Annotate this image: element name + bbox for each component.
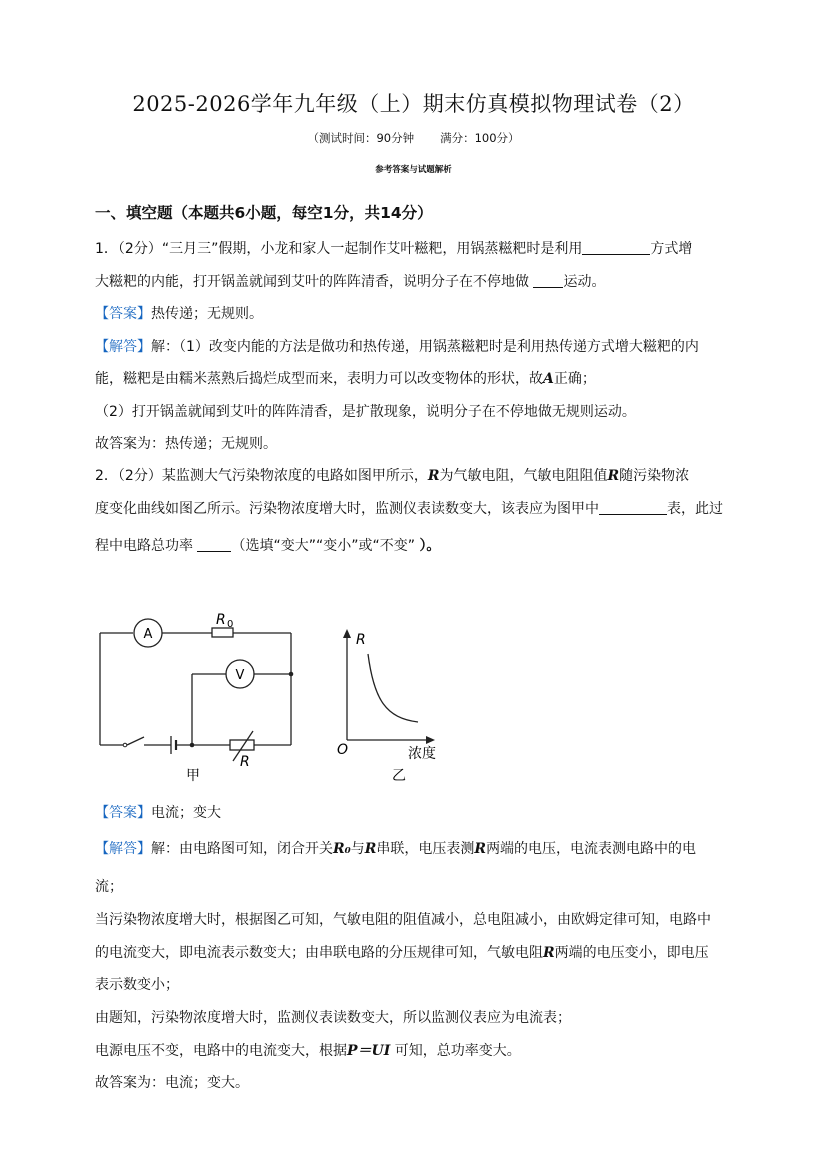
resistance-curve (368, 654, 418, 722)
blank (533, 273, 563, 288)
exam-info (0, 130, 827, 146)
r0-subscript: 0 (227, 619, 234, 630)
ammeter-label: A (143, 627, 153, 642)
q2-analysis-6: 由题知，污染物浓度增大时，监测仪表读数变大，所以监测仪表应为电流表； (95, 1010, 571, 1026)
answer-subtitle: 参考答案与试题解析 (375, 165, 452, 175)
r0-label: R (216, 612, 226, 628)
q2-analysis-7: 电源电压不变，电路中的电流变大，根据P＝UI 可知，总功率变大。 (95, 1043, 521, 1059)
q1-final: 故答案为：热传递；无规则。 (95, 436, 277, 452)
q1-answer: 【答案】热传递；无规则。 (95, 306, 263, 322)
q1-analysis-1: 【解答】解：（1）改变内能的方法是做功和热传递，用锅蒸糍粑时是利用热传递方式增大糍粑的内 (95, 339, 699, 355)
blank (599, 500, 667, 515)
exam-time: （测试时间：90分钟 (307, 131, 415, 145)
exam-score: 满分：100分） (440, 131, 520, 145)
analysis-tag: 【解答】 (95, 841, 151, 857)
q2-analysis-4: 的电流变大，即电流表示数变大；由串联电路的分压规律可知，气敏电阻R两端的电压变小，即电压 (95, 945, 709, 961)
q2-answer: 【答案】电流；变大 (95, 805, 221, 821)
caption-yi: 乙 (392, 768, 406, 784)
q2-analysis-3: 当污染物浓度增大时，根据图乙可知，气敏电阻的阻值减小，总电阻减小，由欧姆定律可知，电路中 (95, 912, 711, 928)
graph-x-label: 浓度 (408, 746, 436, 762)
graph-y-label: R (356, 632, 366, 648)
q2-analysis-5: 表示数变小； (95, 977, 179, 993)
answer-tag: 【答案】 (95, 805, 151, 821)
answer-tag: 【答案】 (95, 306, 151, 322)
q2-analysis-1: 【解答】解：由电路图可知，闭合开关R₀与R串联，电压表测R两端的电压，电流表测电路中的电 (95, 841, 697, 857)
caption-jia: 甲 (186, 768, 200, 784)
analysis-tag: 【解答】 (95, 339, 151, 355)
blank (197, 537, 231, 552)
q1-line-2: 大糍粑的内能，打开锅盖就闻到艾叶的阵阵清香，说明分子在不停地做 运动。 (95, 274, 606, 290)
q2-analysis-2: 流； (95, 879, 123, 895)
r-label: R (240, 754, 250, 770)
q1-analysis-3: （2）打开锅盖就闻到艾叶的阵阵清香，是扩散现象，说明分子在不停地做无规则运动。 (95, 404, 636, 420)
q2-line-3: 程中电路总功率 （选填“变大”“变小”或“不变” ）。 (95, 538, 441, 554)
page-title: 2025-2026学年九年级（上）期末仿真模拟物理试卷（2） (132, 92, 695, 116)
q2-line-1: 2．（2分）某监测大气污染物浓度的电路如图甲所示，R为气敏电阻，气敏电阻阻值R随污染物浓 (95, 468, 690, 484)
switch-symbol (127, 737, 144, 745)
q2-line-2: 度变化曲线如图乙所示。污染物浓度增大时，监测仪表读数变大，该表应为图甲中 表，此过 (95, 501, 723, 517)
blank (582, 240, 650, 255)
q1-line-1: 1．（2分）“三月三”假期，小龙和家人一起制作艾叶糍粑，用锅蒸糍粑时是利用 方式增 (95, 241, 693, 257)
section-heading: 一、填空题（本题共6小题，每空1分，共14分） (95, 204, 433, 222)
q2-final: 故答案为：电流；变大。 (95, 1075, 249, 1091)
circuit-figure (0, 600, 827, 790)
graph-origin: O (337, 742, 349, 758)
voltmeter-label: V (235, 668, 245, 683)
q1-analysis-2: 能，糍粑是由糯米蒸熟后捣烂成型而来，表明力可以改变物体的形状，故A正确； (95, 371, 596, 387)
